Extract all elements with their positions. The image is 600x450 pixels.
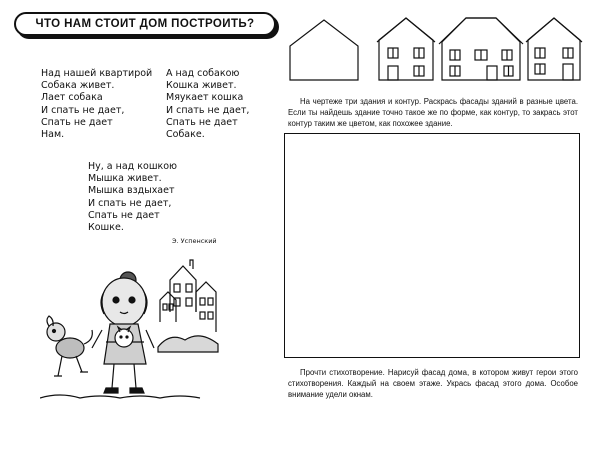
page-title-text: ЧТО НАМ СТОИТ ДОМ ПОСТРОИТЬ? <box>35 18 255 30</box>
house-2 <box>439 18 523 80</box>
poem-column-2 <box>166 68 249 141</box>
house-1 <box>377 18 435 80</box>
poem-line: Спать не дает <box>41 116 113 128</box>
instruction-bottom: Прочти стихотворение. Нарисуй фасад дома, в котором живут герои этого стихотворения. Каждый на своем этаже. Укрась фасад этого дома. Особое внимание удели окнам. <box>288 368 578 399</box>
drawing-area[interactable] <box>284 133 580 358</box>
poem-line: Спать не дает <box>166 116 238 128</box>
poem-line: И спать не дает, <box>166 104 250 116</box>
house-outlines-drawing <box>284 14 584 84</box>
poem-line: Кошке. <box>88 222 124 234</box>
poem-line: Мяукает кошка <box>166 92 244 104</box>
poem-line: И спать не дает, <box>41 104 125 116</box>
background-houses <box>158 260 218 352</box>
poem-line: Лает собака <box>41 92 103 104</box>
poem-author: Э. Успенский <box>172 237 217 245</box>
poem-line: Собака живет. <box>41 80 115 92</box>
poem-line: Мышка живет. <box>88 173 162 185</box>
poem-column-3 <box>88 161 177 234</box>
girl-figure <box>92 272 154 393</box>
illustration-girl-with-pets <box>40 252 240 402</box>
instruction-top: На чертеже три здания и контур. Раскрась фасады зданий в разные цвета. Если ты найдешь здание точно такое же по форме, как контур, то закрась этот контур таким же цветом, как похожее здание. <box>288 97 578 128</box>
poem-line: А над собакою <box>166 68 240 79</box>
poem-column-1 <box>41 68 152 141</box>
poem-line: Спать не дает <box>88 209 160 221</box>
poem-line: Ну, а над кошкою <box>88 161 178 172</box>
house-3 <box>526 18 582 80</box>
poem-line: Мышка вздыхает <box>88 185 175 197</box>
poem-line: Собаке. <box>166 129 205 141</box>
poem-line: Нам. <box>41 129 65 141</box>
page-title <box>14 12 276 36</box>
poem-line: И спать не дает, <box>88 197 172 209</box>
dog-figure <box>47 316 92 376</box>
house-contour <box>290 20 358 80</box>
poem-line: Кошка живет. <box>166 80 237 92</box>
poem-line: Над нашей квартирой <box>41 68 153 79</box>
